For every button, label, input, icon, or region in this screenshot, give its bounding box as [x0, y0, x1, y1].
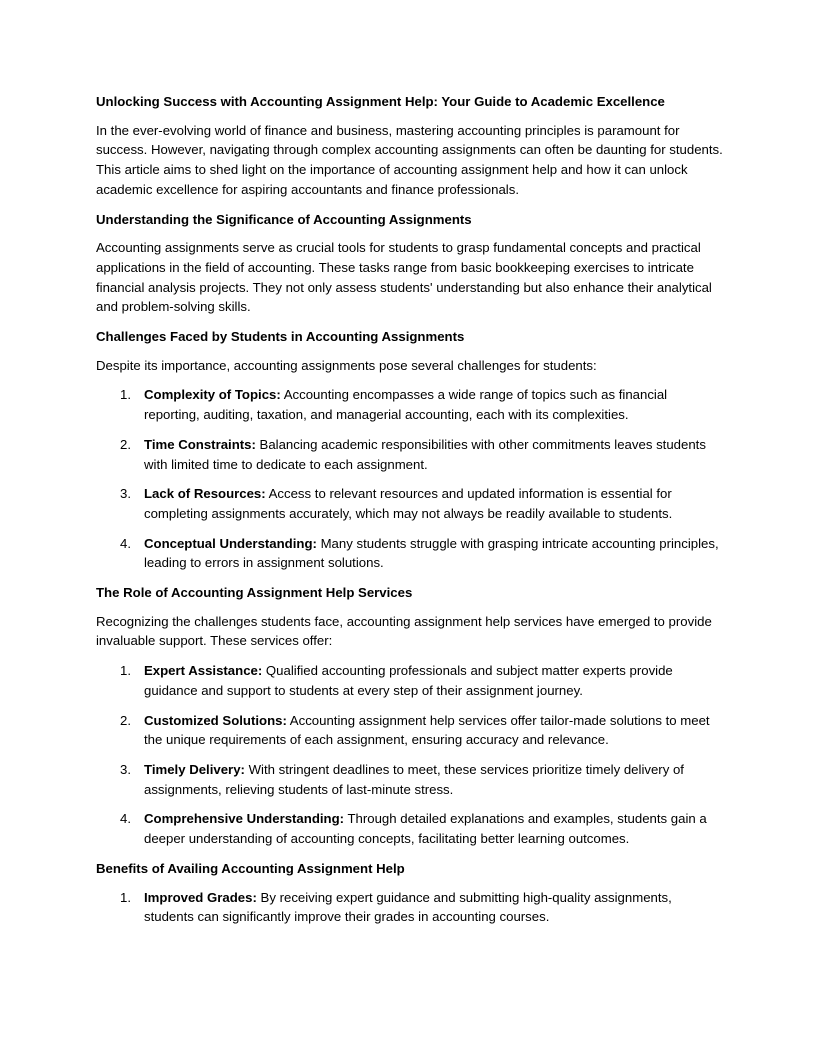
section-intro-challenges: Despite its importance, accounting assignments pose several challenges for students:: [96, 357, 597, 373]
list-item: [96, 385, 724, 424]
section-heading-significance: Understanding the Significance of Accounting Assignments: [96, 211, 472, 227]
list-number: 4.: [120, 811, 131, 827]
list-term: Comprehensive Understanding:: [144, 811, 345, 827]
section-heading-benefits: Benefits of Availing Accounting Assignment Help: [96, 860, 405, 876]
list-text: Qualified accounting professionals and subject matter experts provide guidance and support to students at every step of their assignment journey.: [144, 663, 673, 698]
list-number: 2.: [120, 436, 131, 452]
list-item: [96, 661, 724, 700]
list-number: 4.: [120, 535, 131, 551]
list-text: Balancing academic responsibilities with other commitments leaves students with limited time to dedicate to each assignment.: [144, 436, 706, 472]
list-item: [96, 760, 724, 799]
list-text: With stringent deadlines to meet, these services prioritize timely delivery of assignments, relieving students of last-minute stress.: [144, 761, 684, 797]
list-term: Lack of Resources:: [144, 486, 266, 502]
section-intro-role: Recognizing the challenges students face, accounting assignment help services have emerged to provide invaluable support. These services offer:: [96, 613, 712, 649]
list-text: Access to relevant resources and updated information is essential for completing assignments accurately, which may not always be readily available to students.: [144, 486, 673, 521]
list-item: [96, 888, 724, 927]
challenges-list: [96, 385, 724, 573]
list-text: Many students struggle with grasping intricate accounting principles, leading to errors in assignment solutions.: [144, 535, 719, 571]
list-number: 1.: [120, 387, 131, 403]
list-number: 2.: [120, 712, 131, 728]
list-term: Conceptual Understanding:: [144, 535, 317, 551]
benefits-list: [96, 888, 724, 927]
list-item: [96, 484, 724, 523]
list-term: Improved Grades:: [144, 889, 257, 905]
list-item: [96, 711, 724, 750]
list-text: Accounting encompasses a wide range of topics such as financial reporting, auditing, taxation, and managerial accounting, each with its complexities.: [144, 387, 668, 423]
list-number: 3.: [120, 761, 131, 777]
list-item: [96, 809, 724, 848]
section-heading-challenges: Challenges Faced by Students in Accounting Assignments: [96, 329, 465, 345]
list-number: 3.: [120, 486, 131, 502]
services-list: [96, 661, 724, 849]
document-title: Unlocking Success with Accounting Assignment Help: Your Guide to Academic Excellence: [96, 94, 665, 109]
list-term: Complexity of Topics:: [144, 387, 281, 403]
list-text: Through detailed explanations and examples, students gain a deeper understanding of accounting concepts, facilitating better learning outcomes.: [144, 811, 707, 847]
list-item: [96, 534, 724, 573]
intro-paragraph: In the ever-evolving world of finance and business, mastering accounting principles is paramount for success. However, navigating through complex accounting assignments can often be daunting for students. This article aims to shed light on the importance of accounting assignment help and how it can unlock academic excellence for aspiring accountants and finance professionals.: [96, 122, 723, 197]
list-term: Time Constraints:: [144, 436, 256, 452]
list-number: 1.: [120, 889, 131, 905]
list-term: Timely Delivery:: [144, 761, 245, 777]
list-term: Expert Assistance:: [144, 663, 263, 679]
section-body-significance: Accounting assignments serve as crucial tools for students to grasp fundamental concepts and practical applications in the field of accounting. These tasks range from basic bookkeeping exercises to intricate financial analysis projects. They not only assess students' understanding but also enhance their analytical and problem-solving skills.: [96, 240, 712, 315]
list-text: Accounting assignment help services offer tailor-made solutions to meet the unique requirements of each assignment, ensuring accuracy and relevance.: [144, 712, 710, 748]
document-page: [96, 92, 724, 937]
list-item: [96, 435, 724, 474]
section-heading-role: The Role of Accounting Assignment Help Services: [96, 585, 413, 601]
list-text: By receiving expert guidance and submitting high-quality assignments, students can significantly improve their grades in accounting courses.: [144, 889, 672, 925]
list-term: Customized Solutions:: [144, 712, 287, 728]
list-number: 1.: [120, 663, 131, 679]
